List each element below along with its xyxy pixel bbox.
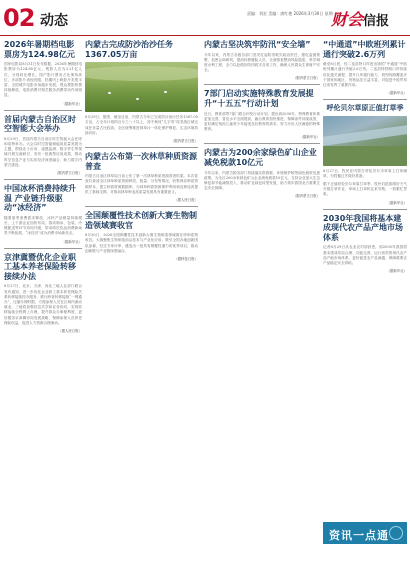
page-number: 02 xyxy=(3,4,35,32)
article-byline: （据内蒙古日报） xyxy=(170,139,198,143)
article-title[interactable]: 内蒙古公布第一次林草种质资源普查 xyxy=(85,152,197,171)
article-byline: （据新华社） xyxy=(386,269,407,274)
article-title[interactable]: 首届内蒙古自治区时空智能大会举办 xyxy=(4,114,76,134)
photo-caption: 8月27日，牧民在内蒙古呼伦贝尔市草原上打草储草，为牲畜过冬做好准备。 xyxy=(323,168,407,178)
info-banner-icon xyxy=(389,526,403,540)
brand-sub: 信报 xyxy=(363,14,390,29)
article-photo xyxy=(85,62,198,112)
article xyxy=(4,40,82,106)
divider xyxy=(323,99,407,100)
page-header xyxy=(0,0,410,36)
article-title[interactable]: “中通道”中欧班列累计通行突破2.6万列 xyxy=(323,40,406,59)
article-title[interactable]: 京津冀暨优化企业职工基本养老保险转移接续办法 xyxy=(4,252,76,281)
article-body: 8月30日，2026全国颠覆性技术创新大赛生物制造领域赛在呼和浩特收官。大赛聚焦生物制造前沿技术与产业化应用，吸引全国各地创新团队参赛，经过专家评审，遴选出一批具有颠覆性潜力的优秀项目，推动创新链与产业链深度融合。 xyxy=(85,233,198,253)
article xyxy=(4,115,82,175)
article xyxy=(323,40,407,95)
article-body: 今年以来，内蒙古各级各部门坚决扛起防汛救灾政治责任，强化监测预警，加密会商研判，提前转移避险人员，全面排查整治风险隐患，科学调度水利工程，全力以赴做好防汛救灾各项工作，确保人民群众生命财产安全。 xyxy=(204,52,320,73)
article xyxy=(4,184,82,244)
article-byline: （据新华社） xyxy=(386,200,407,205)
divider xyxy=(85,206,198,207)
section-name: 动态 xyxy=(40,13,68,29)
article xyxy=(323,104,407,204)
article-title[interactable]: 2026年暑期档电影票房为124.98亿元 xyxy=(4,40,75,59)
article-byline: （据人民日报） xyxy=(174,198,198,202)
article-title[interactable]: 内蒙古为200余家绿色矿山企业减免税款10亿元 xyxy=(204,148,317,167)
article-body: 眼下正值呼伦贝尔草原打草季，牧民们抢抓晴好天气开展打草作业，草场上打草机往来穿梭，一派繁忙景象。 xyxy=(323,182,407,197)
article xyxy=(204,40,320,80)
column-4 xyxy=(323,40,407,273)
article-byline: （据人民日报） xyxy=(58,329,82,334)
header-meta: 责编：刘宏 美编：唐红艳 2026年3月30日 星期一 xyxy=(247,11,337,16)
article-byline: （据内蒙古日报） xyxy=(292,76,320,81)
article-title[interactable]: 内蒙古坚决筑牢防汛“安全墙” xyxy=(204,40,311,49)
article-title[interactable]: 中国冰杯消费持续升温 产业链升级驱动“冰经济” xyxy=(4,184,76,213)
article-title[interactable]: 全国颠覆性技术创新大赛生物制造领域赛收官 xyxy=(85,211,197,230)
article-title[interactable]: 呼伦贝尔草原正值打草季 xyxy=(326,104,404,113)
divider xyxy=(4,179,82,180)
divider xyxy=(4,248,82,249)
article-body: 8月29日，首届内蒙古自治区时空智能大会在呼和浩特举办。大会以时空智能赋能高质量发展为主题，围绕北斗应用、遥感监测、数字孪生等领域开展交流研讨，发布一批典型应用成果，推动时空信息产业与实体经济深度融合，助力数字内蒙古建设。 xyxy=(4,136,82,167)
article-body: 内蒙古自治区林草局日前公布了第一次林草种质资源普查结果。本次普查共查清全区林草种质资源种类、数量、分布等情况，收集保存种质资源样本，建立种质资源数据库，为林草种质资源保护利用和良种选育提供了基础支撑，对推动林草种业高质量发展具有重要意义。 xyxy=(85,174,198,194)
column-1 xyxy=(4,40,82,333)
brand-logo xyxy=(331,7,389,30)
divider xyxy=(85,147,198,148)
column-2 xyxy=(85,40,198,261)
article-byline: （据内蒙古日报） xyxy=(292,194,320,199)
article-byline: （据内蒙古日报） xyxy=(54,171,82,176)
article-body: 今年以来，内蒙古税务部门持续落实资源税、环境保护税等绿色税收优惠政策，为全区200余家绿色矿山企业减免税款10亿元，支持企业加大生态修复和节能减排投入，推动矿业绿色转型发展，助力筑牢我国北方重要生态安全屏障。 xyxy=(204,170,320,191)
article-title[interactable]: 内蒙古完成防沙治沙任务1367.05万亩 xyxy=(85,40,173,59)
article-body: 记者8月29日从农业农村部获悉，到2030年我国将基本建成布局合理、功能完善、运行高效的现代农产品产地市场体系，更好促进农产品流通，保障重要农产品稳定安全供给。 xyxy=(323,245,407,265)
article xyxy=(323,214,407,274)
article-title[interactable]: 2030年我国将基本建成现代农产品产地市场体系 xyxy=(323,213,403,242)
article-body: 国家电影局8月31日发布数据，2026年暑期档电影票房为124.98亿元，观影人次为3.21亿人次，分别同比增长。国产影片票房占比保持高位，多部影片表现亮眼，档期内上映影片类型丰富，全国城乡电影市场稳步发展，观众观影热情持续释放，电影消费对相关服务消费带动作用明显。 xyxy=(4,62,82,98)
info-banner-label: 资讯一点通 xyxy=(329,529,389,542)
article-body: 8月29日，据悉，截至目前，内蒙古今年已完成防沙治沙任务1367.05万亩，占全年计划的百分之八十以上，其中黄河“几字弯”攻坚战区域完成任务量占比较高，全区统筹推进林草沙一体化保护修复，生态环境持续向好。 xyxy=(85,115,198,135)
divider xyxy=(4,110,82,111)
brand-main: 财会 xyxy=(331,10,364,29)
divider xyxy=(204,143,320,144)
article-byline: （据科技日报） xyxy=(174,257,198,261)
article-body: 截至8月底，经二连浩特口岸进出境的“中通道”中欧班列累计通行突破2.6万列。二连浩特铁路口岸持续优化通关流程，提升口岸通行能力，班列线路覆盖多个国家和地区，货物品类日益丰富，对促进中欧贸易往来发挥了重要作用。 xyxy=(323,62,407,87)
article xyxy=(204,89,320,139)
article-title[interactable]: 7部门启动实施特殊教育发展提升“十五五”行动计划 xyxy=(204,89,314,108)
article-photo xyxy=(323,116,407,166)
article xyxy=(85,152,198,202)
divider xyxy=(204,84,320,85)
article-body: 近日，教育部等7部门联合印发行动计划，提出到2030年，特殊教育体系更加完善，普及水平全面提高，融合教育加快推进，保障条件持续改善，更好满足残疾儿童青少年接受良好教育的需求，努力办好人民满意的特殊教育。 xyxy=(204,111,320,132)
article xyxy=(4,253,82,333)
article-byline: （据新华社） xyxy=(61,239,82,244)
article-byline: （据新华社） xyxy=(299,135,320,140)
article-body: 随着夏季消费需求释放，冰杯产品销量持续增长，上下游企业加快布局，推动制冰、包装、冷链配送等环节协同升级，带动即饮饮品消费新场景不断拓展，“冰经济”成为消费市场新亮点。 xyxy=(4,215,82,236)
article xyxy=(204,148,320,198)
article xyxy=(85,211,198,261)
article-byline: （据新华社） xyxy=(386,91,407,96)
article xyxy=(85,40,198,143)
info-banner xyxy=(323,522,407,544)
column-3 xyxy=(204,40,320,198)
divider xyxy=(323,209,407,210)
article-byline: （据新华社） xyxy=(61,101,82,106)
article-body: 8月27日，北京、天津、河北三地人社部门联合发布通知，进一步优化企业职工基本养老保险关系转移接续经办服务，推行跨省转移接续“一网通办”，压缩办理时限，方便参保人员在区域内流动就业。三地将加强信息共享和业务协同，实现转移接续全程网上办理，提升群众办事便利度，更好服务京津冀协同发展战略，保障参保人员养老保险权益，促进人力资源合理流动。 xyxy=(4,284,82,325)
